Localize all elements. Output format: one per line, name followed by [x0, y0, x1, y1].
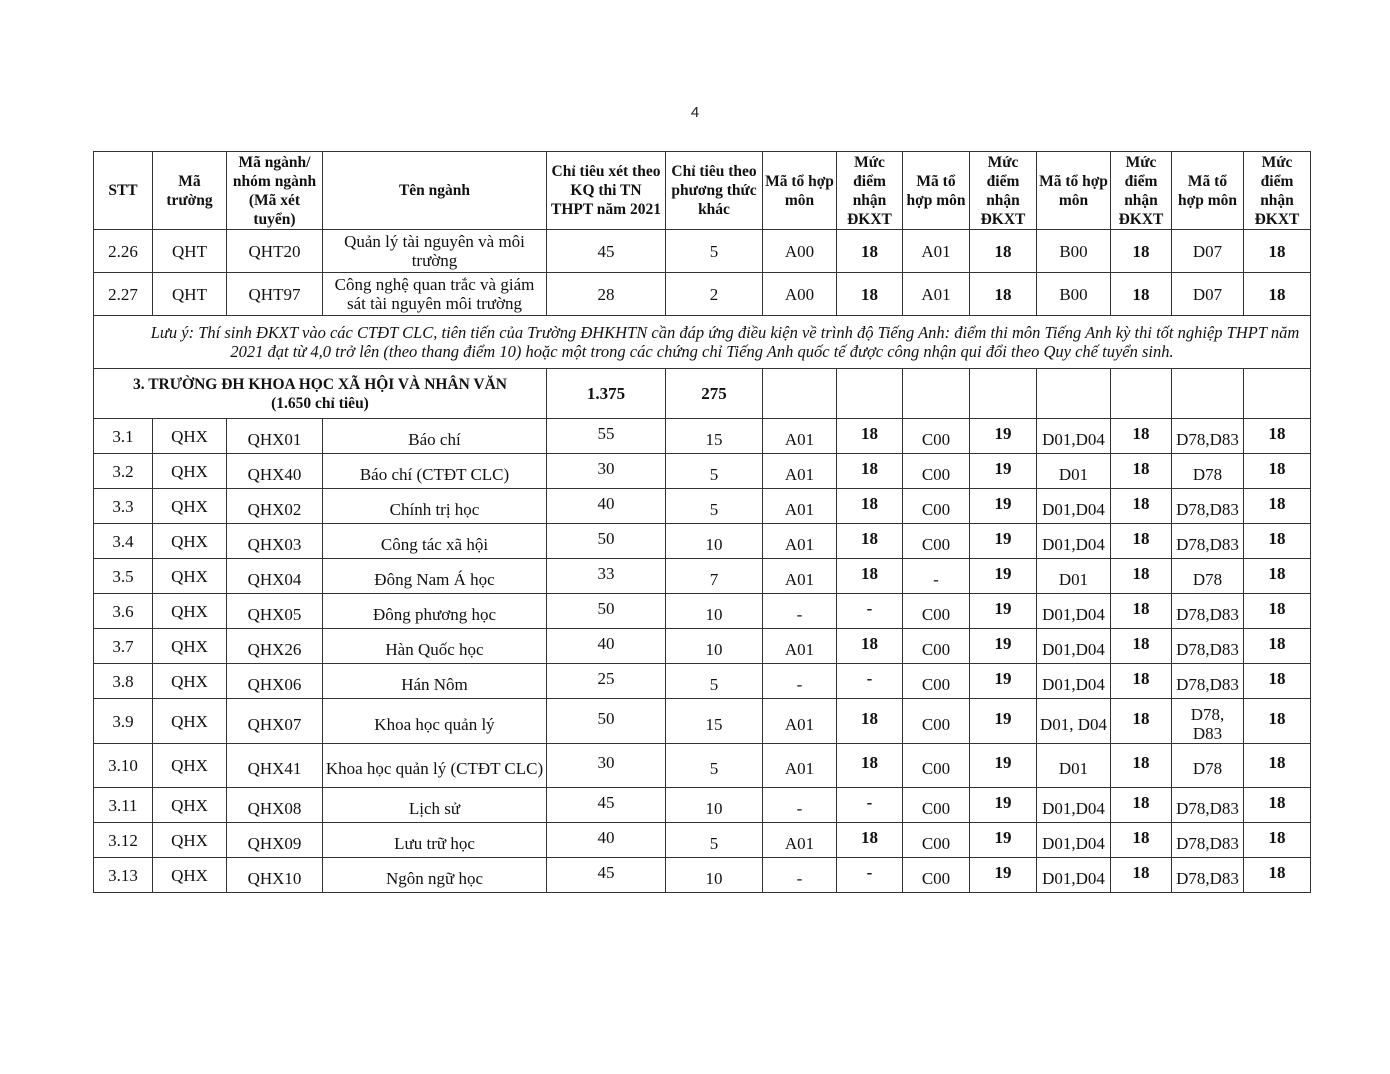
cell-ten-nganh: Lịch sử [323, 788, 547, 823]
cell-ma-to-hop-2: C00 [903, 454, 970, 489]
cell-ma-to-hop-2: C00 [903, 419, 970, 454]
cell-ten-nganh: Công nghệ quan trắc và giám sát tài nguyên môi trường [323, 273, 547, 316]
cell-ma-to-hop-3: D01 [1037, 454, 1111, 489]
cell-muc-diem-1: 18 [837, 699, 903, 744]
cell-muc-diem-1: - [837, 594, 903, 629]
header-chi-tieu-thpt: Chỉ tiêu xét theo KQ thi TN THPT năm 2021 [547, 152, 666, 230]
cell-ma-to-hop-1: A01 [763, 744, 837, 788]
header-ma-to-hop-3: Mã tổ hợp môn [1037, 152, 1111, 230]
cell-ma-to-hop-1: A01 [763, 489, 837, 524]
cell-muc-diem-3: 18 [1111, 823, 1172, 858]
cell-ten-nganh: Công tác xã hội [323, 524, 547, 559]
cell-chi-tieu-khac: 10 [666, 858, 763, 893]
header-ten-nganh: Tên ngành [323, 152, 547, 230]
cell-ten-nganh: Đông Nam Á học [323, 559, 547, 594]
cell-ma-to-hop-4: D78,D83 [1172, 823, 1244, 858]
cell-stt: 3.6 [94, 594, 153, 629]
cell-stt: 3.11 [94, 788, 153, 823]
cell-ma-to-hop-4: D78,D83 [1172, 419, 1244, 454]
cell-ten-nganh: Báo chí (CTĐT CLC) [323, 454, 547, 489]
cell-ma-to-hop-3: D01 [1037, 559, 1111, 594]
cell-ma-nganh: QHT20 [227, 230, 323, 273]
cell-ma-nganh: QHX26 [227, 629, 323, 664]
cell-muc-diem-1: 18 [837, 230, 903, 273]
cell-stt: 3.3 [94, 489, 153, 524]
cell-ma-to-hop-2: C00 [903, 858, 970, 893]
cell-chi-tieu-thpt: 33 [547, 559, 666, 594]
cell-muc-diem-4: 18 [1244, 419, 1311, 454]
cell-chi-tieu-thpt: 50 [547, 699, 666, 744]
cell-muc-diem-2: 18 [970, 230, 1037, 273]
cell-chi-tieu-thpt: 45 [547, 230, 666, 273]
table-row [94, 559, 1311, 594]
cell-ma-to-hop-1: A00 [763, 273, 837, 316]
cell-ma-to-hop-4: D78 [1172, 744, 1244, 788]
note-cell [94, 316, 1311, 369]
cell-muc-diem-1: 18 [837, 823, 903, 858]
cell-muc-diem-2: 19 [970, 559, 1037, 594]
cell-muc-diem-4: 18 [1244, 454, 1311, 489]
note-text: Lưu ý: Thí sinh ĐKXT vào các CTĐT CLC, tiên tiến của Trường ĐHKHTN cần đáp ứng điều kiện về trình độ Tiếng Anh: điểm thi môn Tiếng Anh kỳ thi tốt nghiệp THPT năm 2021 đạt từ 4,0 trở lên (theo thang điểm 10) hoặc một trong các chứng chỉ Tiếng Anh quốc tế được công nhận qui đổi theo Quy chế tuyển sinh. [150, 323, 1300, 361]
cell-ma-to-hop-3: D01,D04 [1037, 419, 1111, 454]
cell-chi-tieu-khac: 5 [666, 823, 763, 858]
cell-ma-to-hop-3: D01,D04 [1037, 823, 1111, 858]
cell-muc-diem-3: 18 [1111, 524, 1172, 559]
cell-stt: 3.10 [94, 744, 153, 788]
cell-ten-nganh: Hàn Quốc học [323, 629, 547, 664]
cell-ma-to-hop-1: A01 [763, 699, 837, 744]
cell-muc-diem-2: 19 [970, 788, 1037, 823]
cell-ten-nganh: Quản lý tài nguyên và môi trường [323, 230, 547, 273]
cell-ma-to-hop-1: A00 [763, 230, 837, 273]
cell-ma-truong: QHT [153, 230, 227, 273]
cell-ma-to-hop-3: D01,D04 [1037, 664, 1111, 699]
cell-ma-truong: QHX [153, 454, 227, 489]
cell-stt: 3.7 [94, 629, 153, 664]
cell-chi-tieu-khac: 5 [666, 454, 763, 489]
cell-ma-to-hop-2: C00 [903, 664, 970, 699]
cell-muc-diem-2: 19 [970, 699, 1037, 744]
cell-muc-diem-2: 19 [970, 524, 1037, 559]
header-muc-diem-1: Mức điểm nhận ĐKXT [837, 152, 903, 230]
cell-chi-tieu-khac: 10 [666, 788, 763, 823]
cell-ma-to-hop-3: D01,D04 [1037, 524, 1111, 559]
cell-ma-to-hop-4: D78,D83 [1172, 858, 1244, 893]
cell-muc-diem-3: 18 [1111, 454, 1172, 489]
cell-muc-diem-3: 18 [1111, 629, 1172, 664]
cell-ma-to-hop-1: A01 [763, 823, 837, 858]
cell-chi-tieu-thpt: 30 [547, 454, 666, 489]
cell-chi-tieu-thpt: 25 [547, 664, 666, 699]
cell-ma-truong: QHX [153, 524, 227, 559]
empty-cell [1111, 369, 1172, 419]
cell-muc-diem-2: 19 [970, 489, 1037, 524]
cell-ma-to-hop-1: A01 [763, 454, 837, 489]
header-chi-tieu-khac: Chỉ tiêu theo phương thức khác [666, 152, 763, 230]
cell-ma-nganh: QHX06 [227, 664, 323, 699]
cell-chi-tieu-thpt: 45 [547, 858, 666, 893]
cell-muc-diem-1: 18 [837, 273, 903, 316]
cell-muc-diem-4: 18 [1244, 230, 1311, 273]
cell-muc-diem-3: 18 [1111, 419, 1172, 454]
cell-muc-diem-3: 18 [1111, 744, 1172, 788]
table-row [94, 788, 1311, 823]
cell-ten-nganh: Ngôn ngữ học [323, 858, 547, 893]
cell-stt: 3.13 [94, 858, 153, 893]
cell-muc-diem-1: 18 [837, 419, 903, 454]
cell-muc-diem-4: 18 [1244, 273, 1311, 316]
cell-muc-diem-3: 18 [1111, 559, 1172, 594]
section-3-subtitle: (1.650 chỉ tiêu) [271, 394, 369, 412]
cell-ma-truong: QHX [153, 559, 227, 594]
cell-ma-to-hop-4: D78,D83 [1172, 788, 1244, 823]
header-ma-truong: Mã trường [153, 152, 227, 230]
cell-muc-diem-3: 18 [1111, 858, 1172, 893]
cell-ma-nganh: QHX09 [227, 823, 323, 858]
section-3-title-cell [94, 369, 547, 419]
header-ma-to-hop-4: Mã tổ hợp môn [1172, 152, 1244, 230]
cell-ma-truong: QHX [153, 788, 227, 823]
cell-muc-diem-4: 18 [1244, 664, 1311, 699]
cell-chi-tieu-thpt: 50 [547, 524, 666, 559]
cell-chi-tieu-khac: 7 [666, 559, 763, 594]
empty-cell [1244, 369, 1311, 419]
table-row [94, 744, 1311, 788]
cell-stt: 3.4 [94, 524, 153, 559]
empty-cell [763, 369, 837, 419]
note-row [94, 316, 1311, 369]
cell-muc-diem-1: 18 [837, 454, 903, 489]
table-row [94, 699, 1311, 744]
header-ma-nganh: Mã ngành/ nhóm ngành (Mã xét tuyển) [227, 152, 323, 230]
cell-chi-tieu-thpt: 30 [547, 744, 666, 788]
cell-ma-to-hop-4: D07 [1172, 273, 1244, 316]
header-muc-diem-4: Mức điểm nhận ĐKXT [1244, 152, 1311, 230]
cell-ma-to-hop-1: - [763, 788, 837, 823]
cell-stt: 2.26 [94, 230, 153, 273]
cell-chi-tieu-khac: 5 [666, 230, 763, 273]
cell-muc-diem-4: 18 [1244, 699, 1311, 744]
cell-chi-tieu-khac: 15 [666, 699, 763, 744]
cell-chi-tieu-khac: 5 [666, 489, 763, 524]
empty-cell [837, 369, 903, 419]
cell-ma-to-hop-2: C00 [903, 489, 970, 524]
table-row [94, 419, 1311, 454]
cell-ma-truong: QHX [153, 699, 227, 744]
cell-chi-tieu-khac: 10 [666, 524, 763, 559]
cell-ten-nganh: Đông phương học [323, 594, 547, 629]
table-row [94, 454, 1311, 489]
cell-ma-nganh: QHX08 [227, 788, 323, 823]
cell-muc-diem-3: 18 [1111, 230, 1172, 273]
table-row [94, 629, 1311, 664]
cell-muc-diem-1: 18 [837, 629, 903, 664]
cell-ma-to-hop-1: A01 [763, 419, 837, 454]
cell-chi-tieu-khac: 10 [666, 594, 763, 629]
cell-muc-diem-4: 18 [1244, 559, 1311, 594]
cell-ma-to-hop-3: B00 [1037, 273, 1111, 316]
cell-ma-to-hop-2: - [903, 559, 970, 594]
table-row [94, 664, 1311, 699]
cell-muc-diem-1: - [837, 858, 903, 893]
cell-ma-to-hop-3: D01,D04 [1037, 629, 1111, 664]
cell-muc-diem-2: 19 [970, 629, 1037, 664]
cell-chi-tieu-thpt: 40 [547, 629, 666, 664]
cell-ma-nganh: QHX03 [227, 524, 323, 559]
cell-ma-to-hop-1: A01 [763, 524, 837, 559]
cell-ma-truong: QHX [153, 858, 227, 893]
cell-muc-diem-1: 18 [837, 489, 903, 524]
empty-cell [1037, 369, 1111, 419]
empty-cell [1172, 369, 1244, 419]
cell-ma-truong: QHX [153, 419, 227, 454]
cell-ma-to-hop-2: C00 [903, 823, 970, 858]
header-stt: STT [94, 152, 153, 230]
cell-ma-to-hop-3: D01 [1037, 744, 1111, 788]
cell-ten-nganh: Khoa học quản lý [323, 699, 547, 744]
cell-ten-nganh: Hán Nôm [323, 664, 547, 699]
cell-muc-diem-3: 18 [1111, 664, 1172, 699]
cell-ma-nganh: QHX05 [227, 594, 323, 629]
cell-ten-nganh: Lưu trữ học [323, 823, 547, 858]
cell-ma-nganh: QHX02 [227, 489, 323, 524]
cell-chi-tieu-khac: 2 [666, 273, 763, 316]
cell-ma-to-hop-1: - [763, 664, 837, 699]
cell-ten-nganh: Chính trị học [323, 489, 547, 524]
cell-ma-to-hop-4: D78,D83 [1172, 524, 1244, 559]
cell-ma-nganh: QHX40 [227, 454, 323, 489]
cell-muc-diem-4: 18 [1244, 744, 1311, 788]
section-2-rows [94, 230, 1311, 316]
section-3-header-row [94, 369, 1311, 419]
section-3-title: 3. TRƯỜNG ĐH KHOA HỌC XÃ HỘI VÀ NHÂN VĂN [132, 375, 508, 393]
cell-ma-to-hop-2: C00 [903, 524, 970, 559]
cell-ma-to-hop-2: C00 [903, 629, 970, 664]
cell-chi-tieu-khac: 5 [666, 744, 763, 788]
cell-ma-nganh: QHX07 [227, 699, 323, 744]
empty-cell [903, 369, 970, 419]
cell-ten-nganh: Khoa học quản lý (CTĐT CLC) [323, 744, 547, 788]
cell-ma-to-hop-2: A01 [903, 273, 970, 316]
cell-stt: 3.5 [94, 559, 153, 594]
page-number: 4 [690, 104, 700, 121]
cell-muc-diem-3: 18 [1111, 594, 1172, 629]
cell-ma-to-hop-1: - [763, 594, 837, 629]
cell-chi-tieu-khac: 15 [666, 419, 763, 454]
cell-stt: 3.2 [94, 454, 153, 489]
cell-stt: 3.1 [94, 419, 153, 454]
cell-ma-to-hop-3: B00 [1037, 230, 1111, 273]
header-muc-diem-2: Mức điểm nhận ĐKXT [970, 152, 1037, 230]
header-muc-diem-3: Mức điểm nhận ĐKXT [1111, 152, 1172, 230]
cell-ma-to-hop-1: A01 [763, 629, 837, 664]
cell-muc-diem-2: 19 [970, 823, 1037, 858]
cell-muc-diem-1: 18 [837, 744, 903, 788]
table-row [94, 489, 1311, 524]
cell-muc-diem-2: 19 [970, 744, 1037, 788]
cell-chi-tieu-thpt: 55 [547, 419, 666, 454]
table-header-row [94, 152, 1311, 230]
cell-ma-to-hop-4: D78, D83 [1172, 699, 1244, 744]
cell-ma-truong: QHX [153, 489, 227, 524]
cell-ma-to-hop-3: D01,D04 [1037, 788, 1111, 823]
cell-stt: 3.8 [94, 664, 153, 699]
cell-muc-diem-3: 18 [1111, 273, 1172, 316]
cell-muc-diem-4: 18 [1244, 489, 1311, 524]
cell-ma-to-hop-2: C00 [903, 594, 970, 629]
cell-ma-to-hop-4: D78 [1172, 559, 1244, 594]
cell-muc-diem-4: 18 [1244, 823, 1311, 858]
table-row [94, 524, 1311, 559]
admissions-table [93, 151, 1311, 893]
cell-stt: 3.12 [94, 823, 153, 858]
cell-ma-to-hop-2: C00 [903, 788, 970, 823]
header-ma-to-hop-1: Mã tổ hợp môn [763, 152, 837, 230]
cell-ma-nganh: QHX41 [227, 744, 323, 788]
cell-ma-to-hop-1: - [763, 858, 837, 893]
section-3-thpt-total: 1.375 [547, 369, 666, 419]
cell-ma-to-hop-1: A01 [763, 559, 837, 594]
cell-muc-diem-2: 19 [970, 454, 1037, 489]
cell-ma-to-hop-4: D78,D83 [1172, 489, 1244, 524]
cell-muc-diem-4: 18 [1244, 788, 1311, 823]
table-row [94, 594, 1311, 629]
cell-stt: 2.27 [94, 273, 153, 316]
cell-ma-to-hop-4: D78 [1172, 454, 1244, 489]
cell-muc-diem-3: 18 [1111, 699, 1172, 744]
cell-muc-diem-1: - [837, 664, 903, 699]
cell-ma-to-hop-3: D01,D04 [1037, 594, 1111, 629]
note-section [94, 316, 1311, 419]
cell-ma-to-hop-4: D78,D83 [1172, 594, 1244, 629]
table-row [94, 273, 1311, 316]
cell-chi-tieu-thpt: 40 [547, 489, 666, 524]
cell-ma-nganh: QHT97 [227, 273, 323, 316]
cell-muc-diem-2: 19 [970, 858, 1037, 893]
cell-ma-to-hop-4: D78,D83 [1172, 664, 1244, 699]
cell-stt: 3.9 [94, 699, 153, 744]
cell-chi-tieu-thpt: 45 [547, 788, 666, 823]
cell-ma-to-hop-2: C00 [903, 744, 970, 788]
cell-muc-diem-4: 18 [1244, 524, 1311, 559]
cell-muc-diem-1: - [837, 788, 903, 823]
cell-muc-diem-2: 19 [970, 419, 1037, 454]
cell-ma-truong: QHX [153, 594, 227, 629]
cell-ma-truong: QHX [153, 744, 227, 788]
cell-ma-nganh: QHX10 [227, 858, 323, 893]
cell-ten-nganh: Báo chí [323, 419, 547, 454]
cell-muc-diem-1: 18 [837, 559, 903, 594]
cell-muc-diem-4: 18 [1244, 858, 1311, 893]
cell-ma-to-hop-4: D07 [1172, 230, 1244, 273]
cell-muc-diem-4: 18 [1244, 594, 1311, 629]
cell-ma-nganh: QHX01 [227, 419, 323, 454]
cell-ma-to-hop-3: D01,D04 [1037, 858, 1111, 893]
cell-ma-to-hop-3: D01, D04 [1037, 699, 1111, 744]
table-row [94, 823, 1311, 858]
cell-muc-diem-2: 18 [970, 273, 1037, 316]
cell-ma-to-hop-3: D01,D04 [1037, 489, 1111, 524]
cell-ma-truong: QHX [153, 823, 227, 858]
section-3-khac-total: 275 [666, 369, 763, 419]
cell-ma-nganh: QHX04 [227, 559, 323, 594]
cell-muc-diem-3: 18 [1111, 788, 1172, 823]
cell-chi-tieu-thpt: 28 [547, 273, 666, 316]
cell-ma-truong: QHT [153, 273, 227, 316]
cell-ma-to-hop-2: C00 [903, 699, 970, 744]
cell-muc-diem-2: 19 [970, 594, 1037, 629]
cell-chi-tieu-khac: 5 [666, 664, 763, 699]
table-row [94, 230, 1311, 273]
section-3-rows [94, 419, 1311, 893]
cell-ma-to-hop-4: D78,D83 [1172, 629, 1244, 664]
cell-ma-truong: QHX [153, 629, 227, 664]
table-row [94, 858, 1311, 893]
cell-muc-diem-3: 18 [1111, 489, 1172, 524]
cell-chi-tieu-thpt: 50 [547, 594, 666, 629]
cell-muc-diem-1: 18 [837, 524, 903, 559]
empty-cell [970, 369, 1037, 419]
cell-muc-diem-4: 18 [1244, 629, 1311, 664]
header-ma-to-hop-2: Mã tổ hợp môn [903, 152, 970, 230]
cell-muc-diem-2: 19 [970, 664, 1037, 699]
cell-chi-tieu-khac: 10 [666, 629, 763, 664]
cell-ma-to-hop-2: A01 [903, 230, 970, 273]
cell-ma-truong: QHX [153, 664, 227, 699]
cell-chi-tieu-thpt: 40 [547, 823, 666, 858]
